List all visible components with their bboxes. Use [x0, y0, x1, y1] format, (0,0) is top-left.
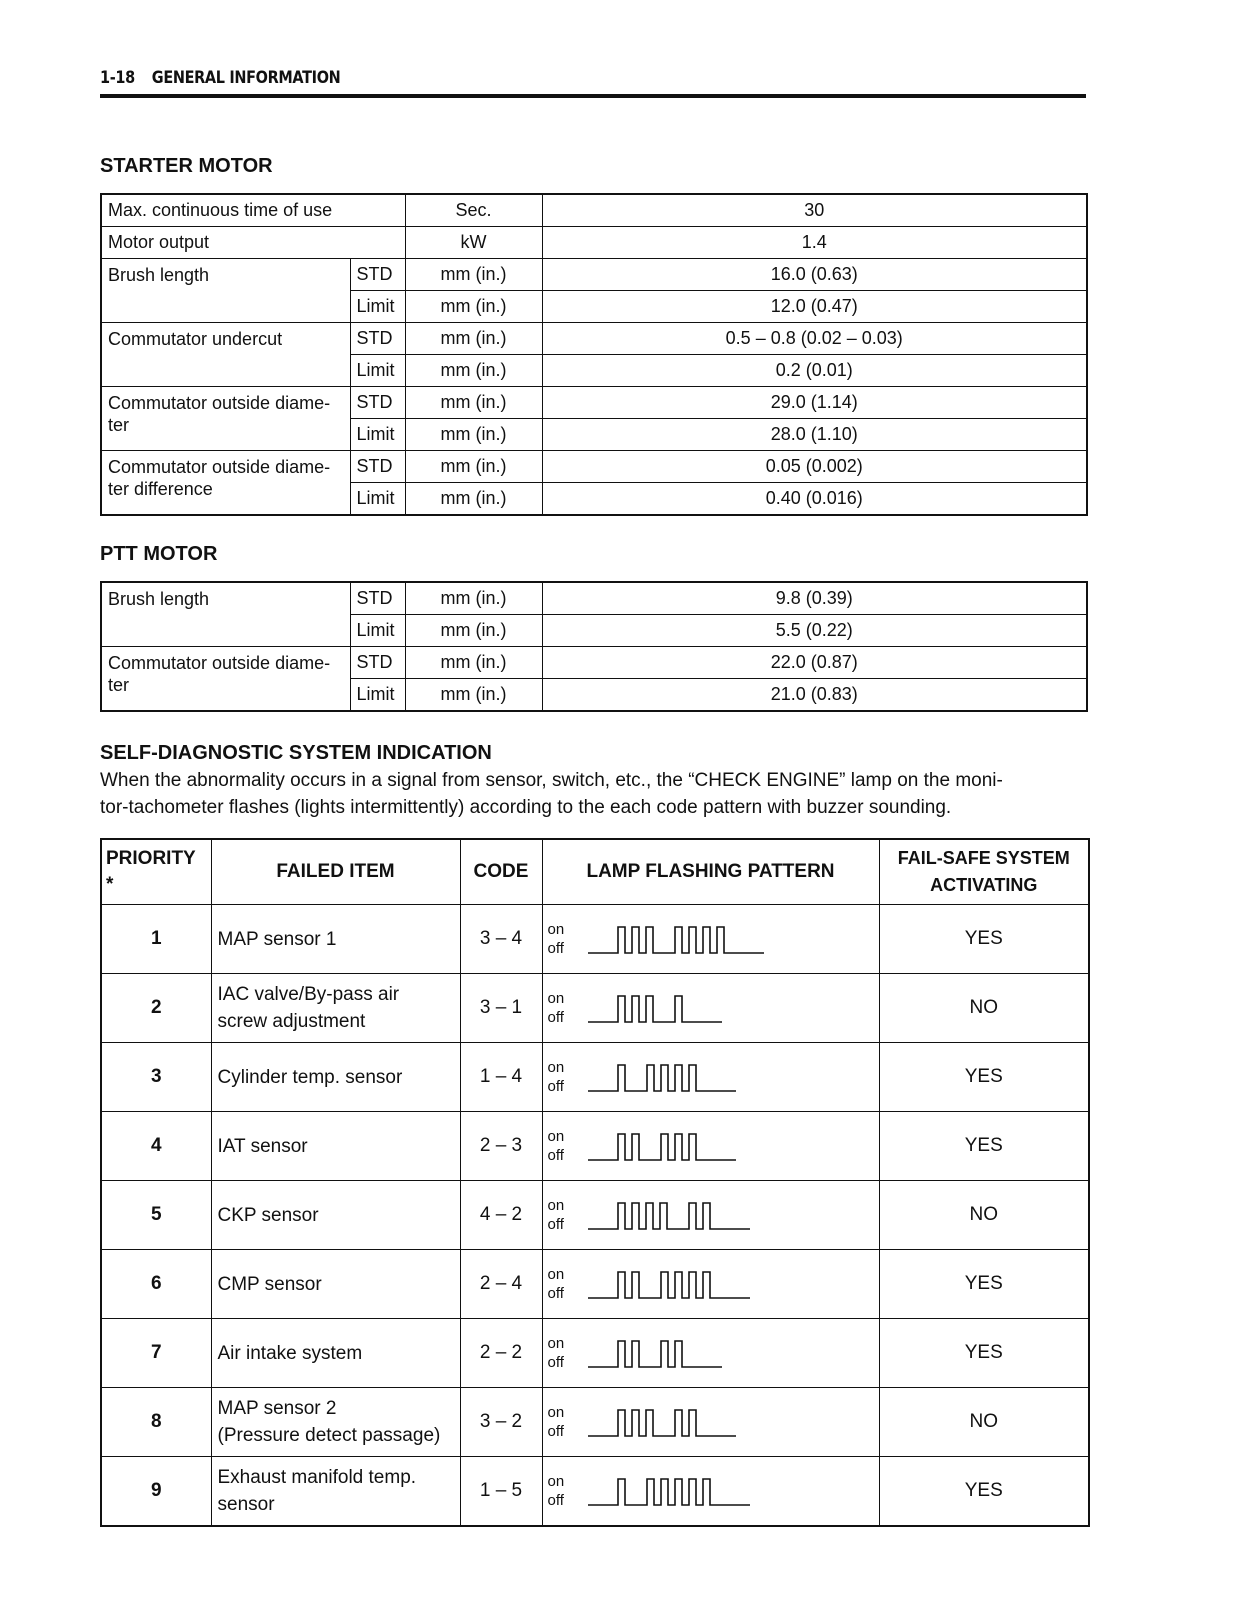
failed-item-line: (Pressure detect passage)	[217, 1425, 441, 1446]
failed-item-cell	[211, 1319, 460, 1388]
flash-pattern-line	[588, 1272, 750, 1298]
lamp-pattern-cell	[542, 974, 879, 1043]
self-diag-description: When the abnormality occurs in a signal from sensor, switch, etc., the “CHECK ENGINE” lamp on the moni- tor-tachometer flashes (lights intermittently) according to the each code pattern with buzzer sounding.	[100, 770, 1003, 818]
col-header-lamp-pattern: LAMP FLASHING PATTERN	[542, 839, 879, 905]
starter-motor-table	[100, 193, 1088, 516]
table-row	[101, 1319, 1089, 1388]
lamp-on-label: on	[547, 990, 565, 1007]
lamp-pattern-cell	[542, 1112, 879, 1181]
spec-tag: STD	[350, 582, 405, 615]
code-cell: 1 – 5	[460, 1457, 542, 1527]
spec-unit: mm (in.)	[405, 419, 542, 451]
failsafe-cell: YES	[879, 905, 1089, 974]
col-header-code: CODE	[460, 839, 542, 905]
table-header-row	[101, 839, 1089, 905]
code-cell: 2 – 2	[460, 1319, 542, 1388]
spec-tag: STD	[350, 387, 405, 419]
spec-label: Max. continuous time of use	[101, 194, 405, 227]
flash-pattern-waveform	[586, 1126, 866, 1166]
failsafe-cell: YES	[879, 1043, 1089, 1112]
lamp-off-label: off	[547, 1285, 564, 1302]
spec-value: 30	[542, 194, 1087, 227]
lamp-pattern-cell	[542, 1457, 879, 1527]
table-row	[101, 647, 1087, 679]
spec-label: Commutator undercut	[101, 323, 350, 387]
spec-value: 16.0 (0.63)	[542, 259, 1087, 291]
table-row	[101, 194, 1087, 227]
ptt-motor-table	[100, 581, 1088, 712]
lamp-on-label: on	[547, 1128, 565, 1145]
spec-value: 5.5 (0.22)	[542, 615, 1087, 647]
flash-pattern-line	[588, 1203, 750, 1229]
code-cell: 3 – 1	[460, 974, 542, 1043]
spec-label: Commutator outside diame-ter difference	[101, 451, 350, 516]
flash-pattern-waveform	[586, 1057, 866, 1097]
table-row	[101, 1181, 1089, 1250]
spec-unit: Sec.	[405, 194, 542, 227]
priority-cell: 8	[101, 1388, 211, 1457]
failsafe-cell: NO	[879, 1181, 1089, 1250]
spec-unit: mm (in.)	[405, 647, 542, 679]
spec-label: Brush length	[101, 582, 350, 647]
flash-pattern-line	[588, 1134, 736, 1160]
failed-item-cell	[211, 1112, 460, 1181]
failsafe-cell: NO	[879, 974, 1089, 1043]
priority-cell: 5	[101, 1181, 211, 1250]
failed-item-line: IAC valve/By-pass air	[217, 984, 400, 1005]
spec-value: 22.0 (0.87)	[542, 647, 1087, 679]
flash-pattern-waveform	[586, 1471, 866, 1511]
table-row	[101, 905, 1089, 974]
spec-tag: Limit	[350, 291, 405, 323]
col-header-failsafe: FAIL-SAFE SYSTEM ACTIVATING	[879, 839, 1089, 905]
flash-pattern-line	[588, 1479, 750, 1505]
spec-tag: Limit	[350, 615, 405, 647]
spec-unit: mm (in.)	[405, 259, 542, 291]
section-name: GENERAL INFORMATION	[151, 68, 341, 88]
failsafe-cell: YES	[879, 1457, 1089, 1527]
lamp-on-label: on	[547, 1266, 565, 1283]
failed-item-line: Air intake system	[217, 1342, 363, 1364]
spec-unit: mm (in.)	[405, 582, 542, 615]
spec-tag: STD	[350, 259, 405, 291]
spec-value: 12.0 (0.47)	[542, 291, 1087, 323]
spec-tag: STD	[350, 323, 405, 355]
failed-item-line: MAP sensor 2	[217, 1398, 337, 1419]
failsafe-cell: YES	[879, 1319, 1089, 1388]
ptt-motor-title: PTT MOTOR	[100, 543, 218, 565]
flash-pattern-line	[588, 1341, 722, 1367]
failed-item-cell	[211, 1043, 460, 1112]
col-header-failed-item: FAILED ITEM	[211, 839, 460, 905]
failed-item-line: IAT sensor	[217, 1135, 308, 1157]
lamp-pattern-cell	[542, 905, 879, 974]
spec-value: 1.4	[542, 227, 1087, 259]
priority-cell: 4	[101, 1112, 211, 1181]
lamp-pattern-cell	[542, 1181, 879, 1250]
flash-pattern-waveform	[586, 1264, 866, 1304]
table-row	[101, 259, 1087, 291]
lamp-on-label: on	[547, 1473, 565, 1490]
lamp-off-label: off	[547, 1492, 564, 1509]
failed-item-cell	[211, 974, 460, 1043]
spec-unit: mm (in.)	[405, 451, 542, 483]
failsafe-cell: NO	[879, 1388, 1089, 1457]
spec-unit: mm (in.)	[405, 323, 542, 355]
failed-item-line: screw adjustment	[217, 1011, 366, 1032]
flash-pattern-line	[588, 927, 764, 953]
self-diag-title: SELF-DIAGNOSTIC SYSTEM INDICATION	[100, 742, 492, 764]
flash-pattern-line	[588, 996, 722, 1022]
code-cell: 3 – 2	[460, 1388, 542, 1457]
lamp-on-label: on	[547, 1059, 565, 1076]
flash-pattern-waveform	[586, 1333, 866, 1373]
failed-item-cell	[211, 1250, 460, 1319]
lamp-pattern-cell	[542, 1043, 879, 1112]
lamp-off-label: off	[547, 1078, 564, 1095]
lamp-on-label: on	[547, 1404, 565, 1421]
lamp-off-label: off	[547, 1423, 564, 1440]
table-row	[101, 1250, 1089, 1319]
table-row	[101, 387, 1087, 419]
table-row	[101, 451, 1087, 483]
lamp-on-label: on	[547, 921, 565, 938]
spec-value: 28.0 (1.10)	[542, 419, 1087, 451]
page-number: 1-18	[100, 68, 135, 88]
lamp-off-label: off	[547, 1216, 564, 1233]
lamp-on-label: on	[547, 1335, 565, 1352]
spec-label: Motor output	[101, 227, 405, 259]
spec-unit: mm (in.)	[405, 355, 542, 387]
spec-unit: kW	[405, 227, 542, 259]
priority-cell: 6	[101, 1250, 211, 1319]
priority-cell: 2	[101, 974, 211, 1043]
spec-value: 0.40 (0.016)	[542, 483, 1087, 516]
code-cell: 3 – 4	[460, 905, 542, 974]
spec-unit: mm (in.)	[405, 387, 542, 419]
failed-item-line: Cylinder temp. sensor	[217, 1066, 403, 1088]
flash-pattern-waveform	[586, 1402, 866, 1442]
table-row	[101, 227, 1087, 259]
failed-item-line: MAP sensor 1	[217, 928, 337, 950]
failed-item-line: Exhaust manifold temp.	[217, 1467, 417, 1488]
spec-unit: mm (in.)	[405, 483, 542, 516]
failed-item-cell	[211, 1457, 460, 1527]
lamp-pattern-cell	[542, 1250, 879, 1319]
priority-cell: 3	[101, 1043, 211, 1112]
spec-value: 0.5 – 0.8 (0.02 – 0.03)	[542, 323, 1087, 355]
failed-item-line: CKP sensor	[217, 1204, 319, 1226]
flash-pattern-waveform	[586, 988, 866, 1028]
spec-tag: Limit	[350, 355, 405, 387]
table-row	[101, 1457, 1089, 1527]
spec-unit: mm (in.)	[405, 615, 542, 647]
lamp-off-label: off	[547, 1354, 564, 1371]
col-header-priority: PRIORITY *	[101, 839, 211, 905]
table-row	[101, 582, 1087, 615]
priority-cell: 1	[101, 905, 211, 974]
code-cell: 2 – 3	[460, 1112, 542, 1181]
flash-pattern-waveform	[586, 1195, 866, 1235]
failed-item-line: CMP sensor	[217, 1273, 322, 1295]
failsafe-cell: YES	[879, 1112, 1089, 1181]
flash-pattern-line	[588, 1410, 736, 1436]
spec-value: 0.2 (0.01)	[542, 355, 1087, 387]
lamp-off-label: off	[547, 1009, 564, 1026]
failed-item-line: sensor	[217, 1494, 275, 1515]
flash-pattern-waveform	[586, 919, 866, 959]
table-row	[101, 1043, 1089, 1112]
starter-motor-title: STARTER MOTOR	[100, 155, 273, 177]
spec-value: 0.05 (0.002)	[542, 451, 1087, 483]
lamp-on-label: on	[547, 1197, 565, 1214]
spec-tag: STD	[350, 647, 405, 679]
spec-label: Commutator outside diame-ter	[101, 387, 350, 451]
spec-value: 9.8 (0.39)	[542, 582, 1087, 615]
page-header	[100, 64, 1086, 98]
flash-pattern-line	[588, 1065, 736, 1091]
table-row	[101, 974, 1089, 1043]
code-cell: 2 – 4	[460, 1250, 542, 1319]
self-diag-table	[100, 838, 1090, 1527]
spec-label: Commutator outside diame-ter	[101, 647, 350, 712]
lamp-off-label: off	[547, 1147, 564, 1164]
spec-unit: mm (in.)	[405, 291, 542, 323]
failed-item-cell	[211, 1388, 460, 1457]
spec-unit: mm (in.)	[405, 679, 542, 712]
failed-item-cell	[211, 905, 460, 974]
table-row	[101, 1112, 1089, 1181]
spec-value: 21.0 (0.83)	[542, 679, 1087, 712]
lamp-off-label: off	[547, 940, 564, 957]
lamp-pattern-cell	[542, 1319, 879, 1388]
failed-item-cell	[211, 1181, 460, 1250]
failsafe-cell: YES	[879, 1250, 1089, 1319]
table-row	[101, 323, 1087, 355]
spec-tag: Limit	[350, 419, 405, 451]
spec-label: Brush length	[101, 259, 350, 323]
table-row	[101, 1388, 1089, 1457]
spec-tag: Limit	[350, 679, 405, 712]
code-cell: 4 – 2	[460, 1181, 542, 1250]
spec-tag: Limit	[350, 483, 405, 516]
code-cell: 1 – 4	[460, 1043, 542, 1112]
spec-value: 29.0 (1.14)	[542, 387, 1087, 419]
lamp-pattern-cell	[542, 1388, 879, 1457]
priority-cell: 9	[101, 1457, 211, 1527]
spec-tag: STD	[350, 451, 405, 483]
priority-cell: 7	[101, 1319, 211, 1388]
